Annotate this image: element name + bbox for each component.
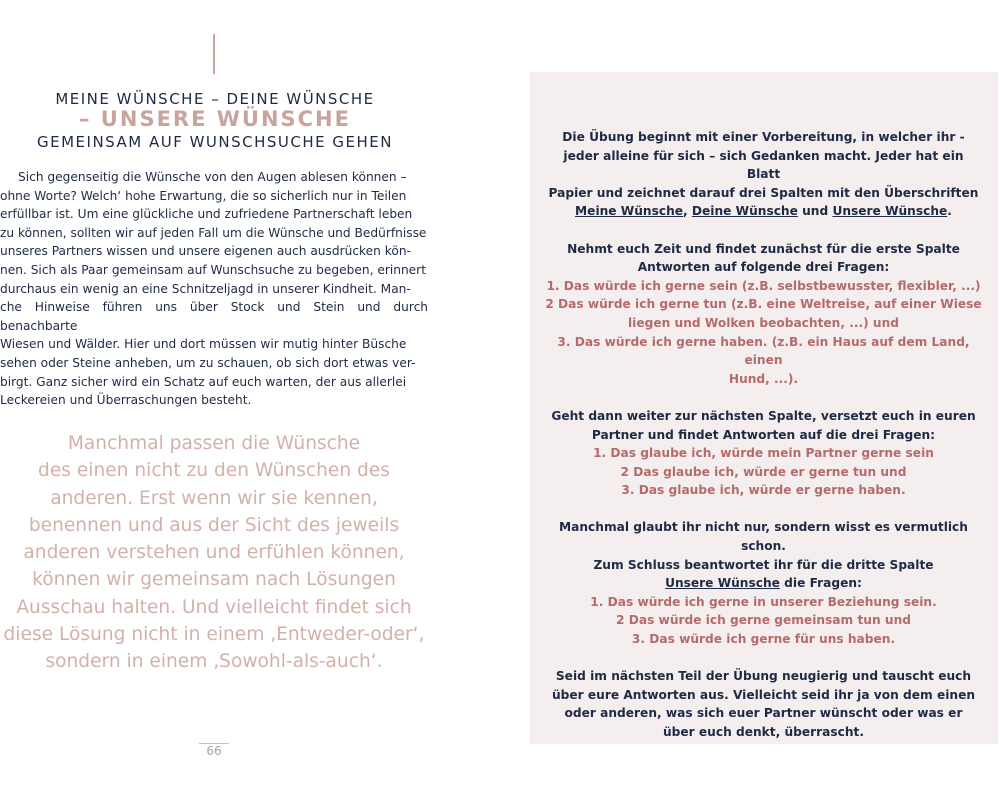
- exercise-line: Seid im nächsten Teil der Übung neugierig und tauscht euch: [555, 669, 972, 684]
- question-line: 1. Das glaube ich, würde mein Partner gerne sein: [593, 446, 934, 461]
- exercise-line: Geht dann weiter zur nächsten Spalte, versetzt euch in euren: [551, 408, 976, 423]
- intro-line: Leckereien und Überraschungen besteht.: [0, 393, 252, 408]
- quote-line: anderen. Erst wenn wir sie kennen,: [50, 487, 378, 509]
- intro-line: birgt. Ganz sicher wird ein Schatz auf euch warten, der aus allerlei: [0, 374, 407, 389]
- intro-line: ohne Worte? Welch‘ hohe Erwartung, die so sicherlich nur in Teilen: [0, 188, 407, 203]
- exercise-line: Partner und findet Antworten auf die drei Fragen:: [591, 427, 936, 442]
- pull-quote: [0, 430, 428, 676]
- exercise-paragraph-4: [545, 518, 982, 648]
- question-line: 2 Das glaube ich, würde er gerne tun und: [620, 464, 907, 479]
- separator: und: [797, 204, 833, 219]
- question-line: 2 Das würde ich gerne tun (z.B. eine Weltreise, auf einer Wiese: [545, 297, 982, 312]
- exercise-line: Zum Schluss beantwortet ihr für die dritte Spalte: [593, 557, 934, 572]
- separator: ,: [683, 204, 692, 219]
- question-line: 3. Das würde ich gerne haben. (z.B. ein Haus auf dem Land, einen: [557, 334, 970, 368]
- exercise-line: [545, 574, 982, 593]
- quote-line: anderen verstehen und erfühlen können,: [23, 542, 405, 564]
- quote-line: Ausschau halten. Und vielleicht findet sich: [16, 596, 412, 618]
- intro-line: sehen oder Steine anheben, um zu schauen, ob sich dort etwas ver-: [0, 355, 416, 370]
- exercise-paragraph-3: [545, 407, 982, 500]
- exercise-text: [545, 128, 982, 760]
- exercise-line: [545, 202, 982, 221]
- intro-line: unseres Partners wissen und unsere eigenen auch ausdrücken kön-: [0, 244, 411, 259]
- intro-line: durchaus ein wenig an eine Schnitzeljagd in unserer Kindheit. Man-: [0, 281, 411, 296]
- page-number: 66: [206, 744, 222, 758]
- intro-line: zu können, sollten wir auf jeden Fall um die Wünsche und Bedürfnisse: [0, 225, 427, 240]
- quote-line: sondern in einem ‚Sowohl-als-auch‘.: [45, 651, 383, 673]
- page-subtitle: GEMEINSAM AUF WUNSCHSUCHE GEHEN: [37, 133, 393, 151]
- intro-line: Wiesen und Wälder. Hier und dort müssen wir mutig hinter Büsche: [0, 337, 407, 352]
- question-line: 1. Das würde ich gerne sein (z.B. selbstbewusster, flexibler, ...): [546, 278, 981, 293]
- column-heading-unsere: Unsere Wünsche: [832, 204, 948, 219]
- exercise-line: jeder alleine für sich – sich Gedanken macht. Jeder hat ein Blatt: [563, 148, 964, 182]
- column-heading-unsere: Unsere Wünsche: [665, 576, 780, 591]
- quote-line: Manchmal passen die Wünsche: [67, 433, 361, 454]
- question-line: 3. Das würde ich gerne für uns haben.: [631, 632, 896, 647]
- quote-line: können wir gemeinsam nach Lösungen: [32, 569, 396, 591]
- quote-line: benennen und aus der Sicht des jeweils: [28, 514, 400, 536]
- exercise-paragraph-5: [545, 667, 982, 741]
- question-line: 2 Das würde ich gerne gemeinsam tun und: [616, 613, 911, 628]
- intro-line: nen. Sich als Paar gemeinsam auf Wunschsuche zu begeben, erinnert: [0, 262, 426, 277]
- exercise-line: Antworten auf folgende drei Fragen:: [637, 260, 890, 275]
- column-heading-meine: Meine Wünsche: [575, 204, 684, 219]
- column-heading-deine: Deine Wünsche: [691, 204, 798, 219]
- intro-paragraph: [0, 168, 428, 410]
- top-vertical-rule: [213, 34, 215, 74]
- intro-line: che Hinweise führen uns über Stock und Stein und durch benachbarte: [0, 300, 428, 333]
- exercise-line: Nehmt euch Zeit und findet zunächst für die erste Spalte: [567, 241, 960, 256]
- exercise-line: über eure Antworten aus. Vielleicht seid ihr ja von dem einen: [551, 687, 976, 702]
- question-line: liegen und Wolken beobachten, ...) und: [627, 315, 899, 330]
- question-line: 1. Das würde ich gerne in unserer Beziehung sein.: [590, 594, 937, 609]
- exercise-line: Manchmal glaubt ihr nicht nur, sondern wisst es vermutlich schon.: [559, 520, 968, 554]
- question-line: 3. Das glaube ich, würde er gerne haben.: [621, 483, 906, 498]
- quote-line: des einen nicht zu den Wünschen des: [38, 460, 390, 482]
- quote-line: diese Lösung nicht in einem ‚Entweder-oder‘,: [3, 624, 425, 646]
- exercise-paragraph-1: [545, 128, 982, 221]
- exercise-line: Papier und zeichnet darauf drei Spalten mit den Überschriften: [548, 185, 979, 200]
- intro-line: erfüllbar ist. Um eine glückliche und zufriedene Partnerschaft leben: [0, 207, 413, 222]
- separator: .: [947, 204, 952, 219]
- exercise-line: Die Übung beginnt mit einer Vorbereitung, in welcher ihr -: [562, 130, 965, 144]
- page-title-line-2: – UNSERE WÜNSCHE: [79, 107, 351, 131]
- question-line: Hund, ...).: [728, 371, 799, 386]
- exercise-paragraph-2: [545, 240, 982, 389]
- exercise-line-tail: die Fragen:: [779, 576, 862, 591]
- page-title-line-1: MEINE WÜNSCHE – DEINE WÜNSCHE: [55, 90, 375, 108]
- intro-line: Sich gegenseitig die Wünsche von den Augen ablesen können –: [18, 170, 407, 184]
- exercise-line: oder anderen, was sich euer Partner wünscht oder was er: [564, 706, 963, 721]
- exercise-line: über euch denkt, überrascht.: [663, 725, 864, 739]
